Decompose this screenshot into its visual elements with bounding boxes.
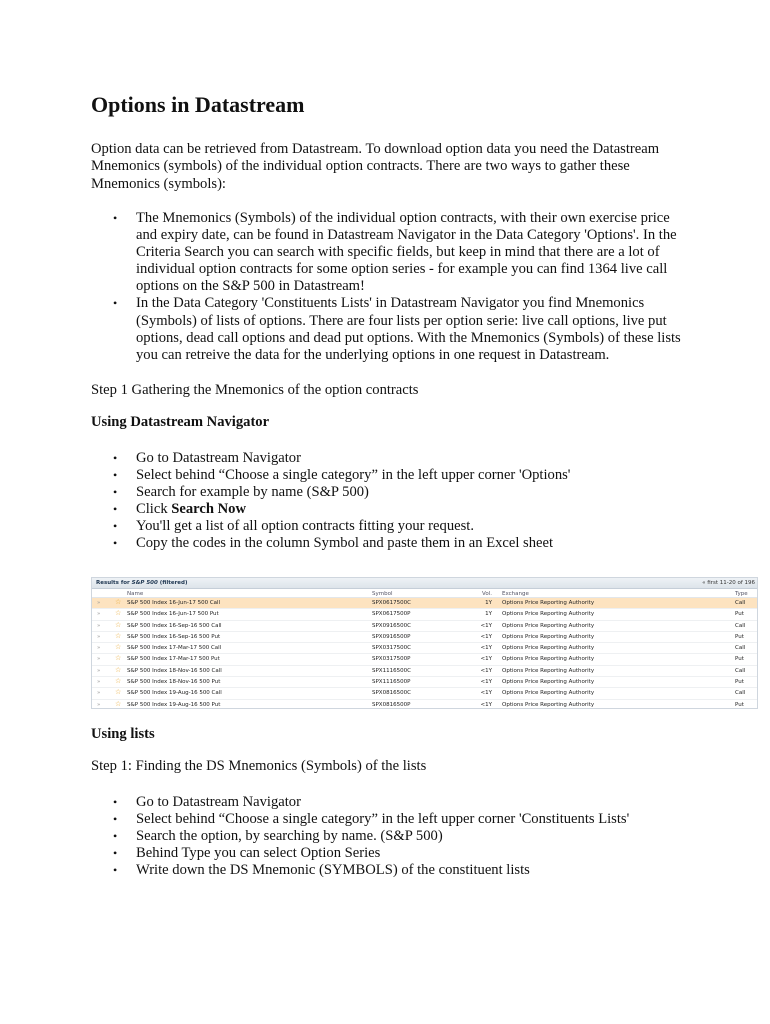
column-header-type[interactable]: Type bbox=[735, 591, 748, 597]
row-marker-icon: » bbox=[97, 667, 101, 674]
table-row[interactable] bbox=[92, 621, 757, 632]
list-item: • Search for example by name (S&P 500) bbox=[113, 484, 369, 501]
list-item: • Copy the codes in the column Symbol and paste them in an Excel sheet bbox=[113, 535, 554, 552]
cell-name: S&P 500 Index 16-Sep-16 500 Put bbox=[127, 633, 221, 640]
star-icon[interactable]: ☆ bbox=[115, 688, 122, 697]
cell-vol: <1Y bbox=[480, 701, 492, 708]
results-header bbox=[92, 578, 757, 589]
cell-symbol: SPX1116500C bbox=[372, 667, 411, 674]
bullet-icon: • bbox=[113, 829, 118, 844]
cell-exchange: Options Price Reporting Authority bbox=[502, 611, 595, 618]
lists-heading: Using lists bbox=[91, 726, 155, 742]
cell-vol: <1Y bbox=[480, 690, 492, 697]
cell-name: S&P 500 Index 16-Jun-17 500 Put bbox=[127, 611, 219, 618]
cell-name: S&P 500 Index 16-Sep-16 500 Call bbox=[127, 622, 222, 629]
navigator-heading: Using Datastream Navigator bbox=[91, 414, 270, 430]
row-marker-icon: » bbox=[97, 600, 101, 606]
cell-exchange: Options Price Reporting Authority bbox=[502, 679, 595, 686]
column-header-symbol[interactable]: Symbol bbox=[372, 591, 393, 597]
bullet-icon: • bbox=[113, 863, 118, 878]
cell-type: Call bbox=[735, 645, 746, 652]
row-marker-icon: » bbox=[97, 690, 101, 697]
table-row[interactable] bbox=[92, 654, 757, 665]
cell-name: S&P 500 Index 17-Mar-17 500 Call bbox=[127, 645, 222, 652]
bullet-icon: • bbox=[113, 296, 118, 311]
cell-type: Call bbox=[735, 600, 746, 606]
cell-name: S&P 500 Index 17-Mar-17 500 Put bbox=[127, 656, 220, 663]
table-row[interactable] bbox=[92, 677, 757, 688]
cell-name: S&P 500 Index 18-Nov-16 500 Call bbox=[127, 667, 222, 674]
bullet-icon: • bbox=[113, 519, 118, 534]
list-item: • Go to Datastream Navigator bbox=[113, 794, 301, 810]
cell-exchange: Options Price Reporting Authority bbox=[502, 667, 595, 674]
table-row[interactable] bbox=[92, 666, 757, 677]
cell-name: S&P 500 Index 16-Jun-17 500 Call bbox=[127, 600, 221, 606]
row-marker-icon: » bbox=[97, 656, 101, 663]
cell-type: Put bbox=[735, 701, 744, 708]
cell-vol: <1Y bbox=[480, 633, 492, 640]
intro-paragraph: Option data can be retrieved from Datastream. To download option data you need the Datastream Mnemonics (symbols) of the individual option contracts. There are two ways to gather these Mnemonics (symbols): bbox=[91, 141, 660, 192]
cell-symbol: SPX1116500P bbox=[372, 679, 411, 686]
bullet-icon: • bbox=[113, 451, 118, 465]
bullet-icon: • bbox=[113, 846, 118, 861]
table-row[interactable] bbox=[92, 598, 757, 609]
list-item: • In the Data Category 'Constituents Lists' in Datastream Navigator you find Mnemonics (Symbols) of lists of options. There are four lists per option serie: live call options, live put options, dead call options and dead put options. With the Mnemonics (Symbols) of these lists you can retreive the data for the underlying options in one request in Datastream. bbox=[113, 295, 681, 363]
list-item: • The Mnemonics (Symbols) of the individual option contracts, with their own exercise price and expiry date, can be found in Datastream Navigator in the Data Category 'Options'. In the Criteria Search you can search with specific fields, but keep in mind that there are a lot of individual option contracts for some option series - for example you can find 1364 live call options on the S&P 500 in Datastream! bbox=[113, 210, 677, 295]
list-item: • Click Search Now bbox=[113, 501, 247, 518]
cell-symbol: SPX0916500P bbox=[372, 633, 411, 640]
cell-type: Call bbox=[735, 622, 746, 629]
navigator-steps-list bbox=[91, 450, 691, 553]
cell-type: Put bbox=[735, 656, 744, 663]
cell-vol: <1Y bbox=[480, 679, 492, 686]
cell-symbol: SPX0317500C bbox=[372, 645, 411, 652]
bullet-icon: • bbox=[113, 211, 118, 225]
lists-steps-list bbox=[91, 794, 691, 879]
column-header-name[interactable]: Name bbox=[127, 591, 144, 597]
cell-symbol: SPX0816500C bbox=[372, 690, 411, 697]
cell-vol: 1Y bbox=[485, 611, 492, 618]
results-pager[interactable]: « first 11-20 of 196 bbox=[702, 580, 755, 586]
cell-vol: 1Y bbox=[485, 600, 492, 606]
star-icon[interactable]: ☆ bbox=[115, 665, 122, 674]
star-icon[interactable]: ☆ bbox=[115, 654, 122, 663]
cell-type: Call bbox=[735, 690, 746, 697]
cell-vol: <1Y bbox=[480, 622, 492, 629]
step-1-title: Step 1 Gathering the Mnemonics of the option contracts bbox=[91, 382, 419, 398]
row-marker-icon: » bbox=[97, 611, 101, 618]
table-row[interactable] bbox=[92, 643, 757, 654]
row-marker-icon: » bbox=[97, 633, 101, 640]
bullet-icon: • bbox=[113, 536, 118, 551]
cell-type: Put bbox=[735, 679, 744, 686]
cell-name: S&P 500 Index 18-Nov-16 500 Put bbox=[127, 679, 221, 686]
cell-exchange: Options Price Reporting Authority bbox=[502, 645, 595, 652]
row-marker-icon: » bbox=[97, 622, 101, 629]
list-item: • Search the option, by searching by name. (S&P 500) bbox=[113, 828, 443, 845]
cell-exchange: Options Price Reporting Authority bbox=[502, 701, 595, 708]
cell-exchange: Options Price Reporting Authority bbox=[502, 656, 595, 663]
bullet-icon: • bbox=[113, 502, 118, 517]
star-icon[interactable]: ☆ bbox=[115, 631, 122, 640]
cell-name: S&P 500 Index 19-Aug-16 500 Put bbox=[127, 701, 221, 708]
cell-exchange: Options Price Reporting Authority bbox=[502, 600, 595, 606]
results-rows bbox=[92, 598, 757, 709]
list-item: • Behind Type you can select Option Series bbox=[113, 845, 381, 862]
cell-exchange: Options Price Reporting Authority bbox=[502, 622, 595, 629]
table-row[interactable] bbox=[92, 700, 757, 709]
row-marker-icon: » bbox=[97, 679, 101, 686]
list-item: • Select behind “Choose a single category” in the left upper corner 'Constituents Lists' bbox=[113, 811, 630, 828]
star-icon[interactable]: ☆ bbox=[115, 609, 122, 618]
cell-symbol: SPX0617500C bbox=[372, 600, 411, 606]
cell-type: Put bbox=[735, 633, 744, 640]
cell-symbol: SPX0816500P bbox=[372, 701, 411, 708]
cell-symbol: SPX0617500P bbox=[372, 611, 411, 618]
table-row[interactable] bbox=[92, 688, 757, 699]
cell-vol: <1Y bbox=[480, 667, 492, 674]
cell-symbol: SPX0916500C bbox=[372, 622, 411, 629]
cell-type: Call bbox=[735, 667, 746, 674]
bullet-icon: • bbox=[113, 795, 118, 809]
cell-type: Put bbox=[735, 611, 744, 618]
list-item: • You'll get a list of all option contracts fitting your request. bbox=[113, 518, 474, 535]
lists-step-1-title: Step 1: Finding the DS Mnemonics (Symbols) of the lists bbox=[91, 758, 427, 774]
bullet-icon: • bbox=[113, 468, 118, 483]
cell-exchange: Options Price Reporting Authority bbox=[502, 633, 595, 640]
results-table bbox=[91, 577, 758, 709]
star-icon[interactable]: ☆ bbox=[115, 598, 122, 606]
bullet-icon: • bbox=[113, 485, 118, 500]
results-title: Results for S&P 500 (filtered) bbox=[96, 580, 188, 586]
list-item: • Go to Datastream Navigator bbox=[113, 450, 301, 466]
page-title: Options in Datastream bbox=[91, 92, 305, 117]
cell-vol: <1Y bbox=[480, 656, 492, 663]
star-icon[interactable]: ☆ bbox=[115, 677, 122, 686]
cell-exchange: Options Price Reporting Authority bbox=[502, 690, 595, 697]
column-header-exchange[interactable]: Exchange bbox=[502, 591, 529, 597]
list-item: • Write down the DS Mnemonic (SYMBOLS) of the constituent lists bbox=[113, 862, 530, 879]
cell-vol: <1Y bbox=[480, 645, 492, 652]
star-icon[interactable]: ☆ bbox=[115, 643, 122, 652]
bullet-icon: • bbox=[113, 812, 118, 827]
table-row[interactable] bbox=[92, 632, 757, 643]
ways-list bbox=[91, 210, 689, 364]
cell-symbol: SPX0317500P bbox=[372, 656, 411, 663]
list-item: • Select behind “Choose a single category” in the left upper corner 'Options' bbox=[113, 467, 571, 484]
table-row[interactable] bbox=[92, 609, 757, 620]
cell-name: S&P 500 Index 19-Aug-16 500 Call bbox=[127, 690, 222, 697]
row-marker-icon: » bbox=[97, 645, 101, 652]
search-now-label: Search Now bbox=[171, 501, 247, 518]
star-icon[interactable]: ☆ bbox=[115, 620, 122, 629]
star-icon[interactable]: ☆ bbox=[115, 699, 122, 708]
column-header-vol[interactable]: Vol. bbox=[482, 591, 492, 597]
results-column-headers bbox=[92, 589, 757, 598]
row-marker-icon: » bbox=[97, 701, 101, 708]
